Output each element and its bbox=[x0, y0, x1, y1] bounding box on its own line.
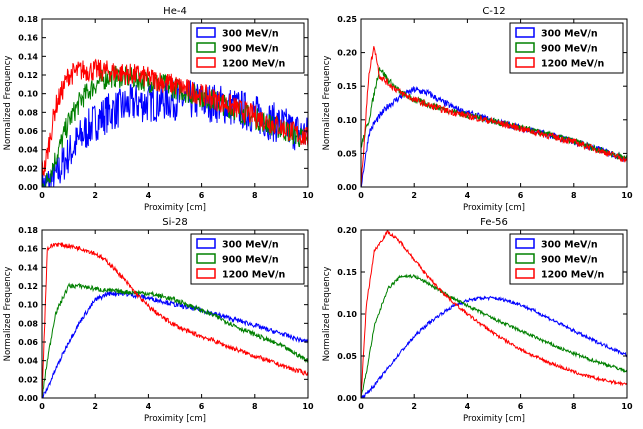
x-tick-label: 8 bbox=[571, 402, 577, 411]
y-tick-label: 0.18 bbox=[18, 15, 38, 24]
x-axis-label: Proximity [cm] bbox=[463, 203, 525, 213]
x-tick-label: 4 bbox=[145, 402, 152, 411]
x-tick-label: 2 bbox=[411, 191, 417, 200]
legend-label: 300 MeV/n bbox=[222, 239, 279, 251]
x-tick-label: 6 bbox=[198, 191, 205, 200]
y-tick-label: 0.10 bbox=[337, 310, 357, 319]
y-tick-label: 0.00 bbox=[18, 183, 38, 192]
y-tick-label: 0.14 bbox=[18, 263, 38, 273]
y-tick-label: 0.06 bbox=[18, 338, 38, 347]
x-axis-label: Proximity [cm] bbox=[144, 203, 206, 213]
y-tick-label: 0.10 bbox=[337, 115, 357, 125]
x-tick-label: 0 bbox=[358, 191, 364, 200]
x-tick-label: 10 bbox=[621, 402, 633, 411]
y-tick-label: 0.15 bbox=[337, 82, 357, 92]
y-tick-label: 0.00 bbox=[337, 394, 357, 403]
x-tick-label: 2 bbox=[92, 402, 98, 411]
y-axis-label: Normalized Frequency bbox=[3, 266, 13, 362]
legend-label: 900 MeV/n bbox=[541, 254, 598, 266]
y-tick-label: 0.00 bbox=[18, 394, 38, 403]
y-tick-label: 0.02 bbox=[18, 164, 38, 174]
y-tick-label: 0.15 bbox=[337, 268, 357, 277]
y-axis-label: Normalized Frequency bbox=[322, 266, 332, 362]
y-tick-label: 0.06 bbox=[18, 127, 38, 136]
y-tick-label: 0.05 bbox=[337, 149, 357, 159]
y-tick-label: 0.16 bbox=[18, 33, 38, 43]
y-tick-label: 0.16 bbox=[18, 244, 38, 254]
y-tick-label: 0.02 bbox=[18, 375, 38, 385]
legend-label: 900 MeV/n bbox=[541, 43, 598, 55]
x-tick-label: 8 bbox=[252, 191, 258, 200]
legend-label: 1200 MeV/n bbox=[541, 269, 605, 281]
legend-label: 1200 MeV/n bbox=[541, 58, 605, 70]
y-tick-label: 0.05 bbox=[337, 352, 357, 361]
x-tick-label: 2 bbox=[411, 402, 417, 411]
panel-title: He-4 bbox=[163, 6, 187, 17]
panel-title: Fe-56 bbox=[480, 217, 508, 228]
legend bbox=[510, 234, 623, 284]
x-tick-label: 6 bbox=[517, 191, 524, 200]
legend-label: 300 MeV/n bbox=[222, 28, 279, 40]
y-tick-label: 0.12 bbox=[18, 71, 38, 80]
y-tick-label: 0.20 bbox=[337, 48, 357, 58]
x-tick-label: 6 bbox=[198, 402, 205, 411]
y-axis-label: Normalized Frequency bbox=[3, 55, 13, 151]
y-tick-label: 0.04 bbox=[18, 356, 38, 366]
y-tick-label: 0.14 bbox=[18, 52, 38, 62]
y-tick-label: 0.12 bbox=[18, 282, 38, 291]
y-tick-label: 0.08 bbox=[18, 108, 38, 118]
y-tick-label: 0.25 bbox=[337, 15, 357, 24]
legend bbox=[510, 23, 623, 73]
y-tick-label: 0.18 bbox=[18, 226, 38, 235]
legend-label: 900 MeV/n bbox=[222, 254, 279, 266]
x-tick-label: 8 bbox=[571, 191, 577, 200]
legend-label: 900 MeV/n bbox=[222, 43, 279, 55]
legend-label: 300 MeV/n bbox=[541, 239, 598, 251]
x-tick-label: 8 bbox=[252, 402, 258, 411]
x-tick-label: 10 bbox=[621, 191, 633, 200]
x-tick-label: 4 bbox=[464, 191, 471, 200]
x-tick-label: 10 bbox=[302, 191, 314, 200]
y-tick-label: 0.20 bbox=[337, 226, 357, 235]
legend-label: 1200 MeV/n bbox=[222, 58, 286, 70]
x-axis-label: Proximity [cm] bbox=[463, 414, 525, 424]
panel-title: C-12 bbox=[482, 6, 506, 17]
x-tick-label: 6 bbox=[517, 402, 524, 411]
x-tick-label: 4 bbox=[145, 191, 152, 200]
y-axis-label: Normalized Frequency bbox=[322, 55, 332, 151]
legend-label: 300 MeV/n bbox=[541, 28, 598, 40]
x-tick-label: 0 bbox=[39, 191, 45, 200]
y-tick-label: 0.00 bbox=[337, 183, 357, 192]
legend bbox=[191, 23, 304, 73]
x-axis-label: Proximity [cm] bbox=[144, 414, 206, 424]
y-tick-label: 0.04 bbox=[18, 145, 38, 155]
y-tick-label: 0.10 bbox=[18, 300, 38, 310]
x-tick-label: 0 bbox=[358, 402, 364, 411]
x-tick-label: 4 bbox=[464, 402, 471, 411]
x-tick-label: 2 bbox=[92, 191, 98, 200]
x-tick-label: 10 bbox=[302, 402, 314, 411]
x-tick-label: 0 bbox=[39, 402, 45, 411]
panel-title: Si-28 bbox=[162, 217, 188, 228]
y-tick-label: 0.08 bbox=[18, 319, 38, 329]
legend bbox=[191, 234, 304, 284]
legend-label: 1200 MeV/n bbox=[222, 269, 286, 281]
y-tick-label: 0.10 bbox=[18, 89, 38, 99]
